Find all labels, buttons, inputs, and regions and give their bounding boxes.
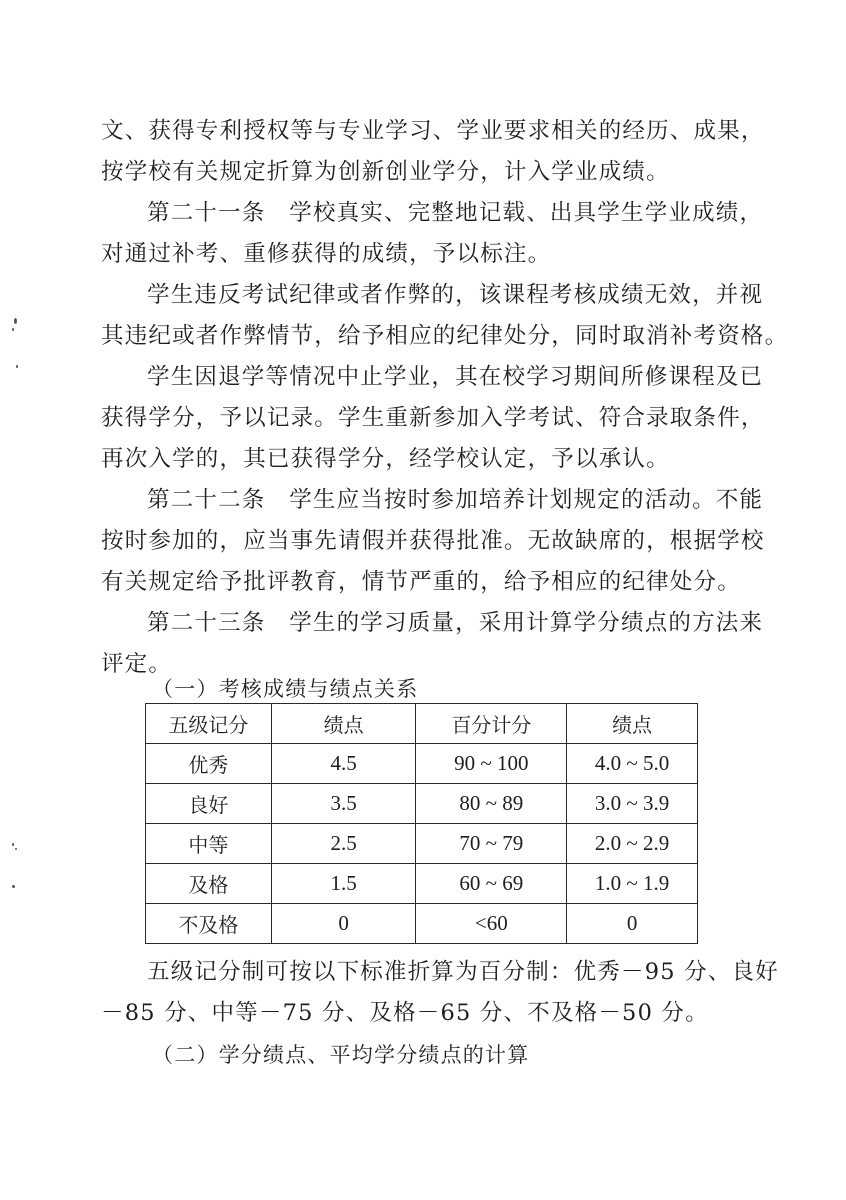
grade-level-cell: 及格 — [146, 864, 272, 904]
paragraph-line: 获得学分，予以记录。学生重新参加入学考试、符合录取条件， — [101, 405, 765, 431]
percentage-range-cell: <60 — [416, 904, 567, 944]
table-header-row — [146, 704, 698, 744]
grade-point-range-cell: 3.0 ~ 3.9 — [567, 784, 698, 824]
grade-level-cell: 不及格 — [146, 904, 272, 944]
paragraph-line: 学生违反考试纪律或者作弊的，该课程考核成绩无效，并视 — [147, 282, 764, 308]
table-row — [146, 824, 698, 864]
scan-speck — [15, 848, 17, 850]
grade-level-cell: 良好 — [146, 784, 272, 824]
paragraph-line: 有关规定给予批评教育，情节严重的，给予相应的纪律处分。 — [101, 569, 741, 595]
percentage-range-cell: 80 ~ 89 — [416, 784, 567, 824]
scan-speck — [12, 885, 15, 888]
paragraph-line: 文、获得专利授权等与专业学习、学业要求相关的经历、成果， — [101, 118, 765, 144]
conversion-line: 五级记分制可按以下标准折算为百分制：优秀－95 分、良好 — [147, 959, 779, 985]
header-grade-point: 绩点 — [271, 704, 416, 744]
article-22-line: 第二十二条 学生应当按时参加培养计划规定的活动。不能 — [147, 487, 764, 513]
grade-point-range-cell: 2.0 ~ 2.9 — [567, 824, 698, 864]
paragraph-line: 按学校有关规定折算为创新创业学分，计入学业成绩。 — [101, 159, 670, 185]
grade-point-range-cell: 1.0 ~ 1.9 — [567, 864, 698, 904]
paragraph-line: 学生因退学等情况中止学业，其在校学习期间所修课程及已 — [147, 364, 764, 390]
paragraph-line: 再次入学的，其已获得学分，经学校认定，予以承认。 — [101, 446, 670, 472]
grade-point-cell: 3.5 — [271, 784, 416, 824]
percentage-range-cell: 90 ~ 100 — [416, 744, 567, 784]
header-percentage: 百分计分 — [416, 704, 567, 744]
table-caption: （一）考核成绩与绩点关系 — [152, 677, 419, 701]
paragraph-line: 按时参加的，应当事先请假并获得批准。无故缺席的，根据学校 — [101, 528, 765, 554]
grade-level-cell: 优秀 — [146, 744, 272, 784]
paragraph-line: 对通过补考、重修获得的成绩，予以标注。 — [101, 241, 552, 267]
article-21-line: 第二十一条 学校真实、完整地记载、出具学生学业成绩， — [147, 200, 764, 226]
article-23-line: 第二十三条 学生的学习质量，采用计算学分绩点的方法来 — [147, 610, 764, 636]
grade-point-cell: 4.5 — [271, 744, 416, 784]
scan-speck — [14, 318, 17, 324]
grade-point-cell: 0 — [271, 904, 416, 944]
paragraph-line: 其违纪或者作弊情节，给予相应的纪律处分，同时取消补考资格。 — [101, 323, 789, 349]
scan-speck — [16, 365, 18, 368]
scan-speck — [12, 328, 14, 331]
table-row — [146, 784, 698, 824]
grade-point-range-cell: 4.0 ~ 5.0 — [567, 744, 698, 784]
grade-point-cell: 1.5 — [271, 864, 416, 904]
table-row — [146, 904, 698, 944]
header-five-level: 五级记分 — [146, 704, 272, 744]
scan-speck — [12, 843, 14, 846]
percentage-range-cell: 60 ~ 69 — [416, 864, 567, 904]
header-grade-point: 绩点 — [567, 704, 698, 744]
grade-point-range-cell: 0 — [567, 904, 698, 944]
percentage-range-cell: 70 ~ 79 — [416, 824, 567, 864]
table-row — [146, 864, 698, 904]
conversion-line: －85 分、中等－75 分、及格－65 分、不及格－50 分。 — [101, 1000, 709, 1026]
grade-point-cell: 2.5 — [271, 824, 416, 864]
paragraph-line: 评定。 — [101, 651, 173, 677]
section-two-heading: （二）学分绩点、平均学分绩点的计算 — [152, 1043, 530, 1067]
grade-level-cell: 中等 — [146, 824, 272, 864]
grade-point-table — [145, 703, 698, 944]
table-row — [146, 744, 698, 784]
